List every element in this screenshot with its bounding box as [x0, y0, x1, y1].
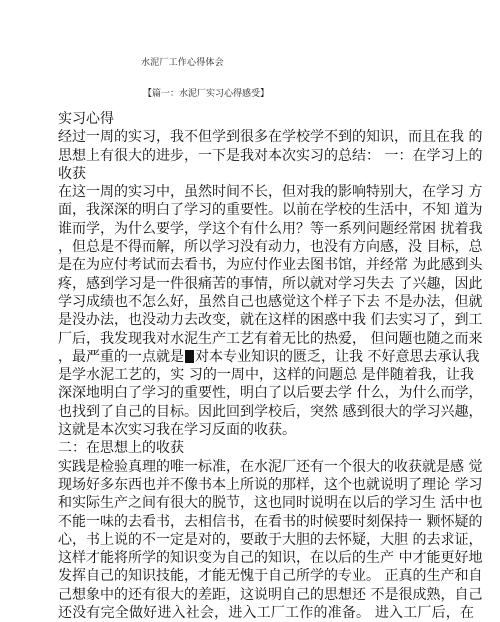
paragraph-line-with-redaction [58, 348, 480, 366]
line-segment: ，最严重的一点就是 [58, 348, 184, 365]
paragraph-line: 现场好多东西也并不像书本上所说的那样，这个也就说明了理论 学习 [58, 476, 483, 493]
paragraph-line: 发挥自己的知识技能，才能无愧于自己所学的专业。 正真的生产和自 [58, 568, 483, 585]
heading-practice-notes: 实习心得 [58, 111, 114, 127]
paragraph-line: 还没有完全做好进入社会，进入工厂工作的准备。 进入工厂后，在 [58, 605, 474, 622]
heading-thought-gains: 二：在思想上的收获 [58, 440, 184, 457]
paragraph-line: 是没办法，也没动力去改变，就在这样的困惑中我 们去实习了，到工 [58, 312, 483, 329]
paragraph-line: 这就是本次实习我在学习反面的收获。 [58, 422, 296, 439]
line-segment: 对本专业知识的匮乏，让我 不好意思去承认我 [195, 348, 480, 365]
paragraph-line: 也找到了自己的目标。因此回到学校后，突然 感到很大的学习兴趣， [58, 403, 483, 420]
paragraph-line: 深深地明白了学习的重要性，明白了以后要去学 什么，为什么而学， [58, 385, 483, 402]
paragraph-line: 在这一周的实习中，虽然时间不长，但对我的影响特别大，在学习 方 [58, 184, 483, 201]
redaction-mark [185, 350, 194, 363]
paragraph-line: ，但总是不得而解，所以学习没有动力，也没有方向感，没 目标，总 [58, 239, 483, 256]
paragraph-line: 疼，感到学习是一件很痛苦的事情，所以就对学习失去 了兴趣，因此 [58, 275, 483, 292]
paragraph-line: 谁而学，为什么要学，学这个有什么用？等一系列问题经常困 扰着我 [58, 220, 483, 237]
paragraph-line: 这样才能将所学的知识变为自己的知识，在以后的生产 中才能更好地 [58, 550, 483, 567]
paragraph-line: 学习成绩也不怎么好，虽然自己也感觉这个样子下去 不是办法，但就 [58, 293, 483, 310]
paragraph-line: 思想上有很大的进步，一下是我对本次实习的总结： 一：在学习上的 [58, 147, 483, 164]
paragraph-line: 己想象中的还有很大的差距，这说明自己的思想还 不是很成熟，自己 [58, 586, 483, 603]
paragraph-line: 不能一味的去看书，去相信书，在看书的时候要时刻保持一 颗怀疑的 [58, 513, 483, 530]
paragraph-line: 收获 [58, 165, 86, 182]
paragraph-line: 和实际生产之间有很大的脱节，这也同时说明在以后的学习生 活中也 [58, 495, 483, 512]
document-title: 水泥厂工作心得体会 [141, 58, 224, 68]
paragraph-line: 经过一周的实习，我不但学到很多在学校学不到的知识，而且在我 的 [58, 129, 483, 146]
section-tag: 【篇一：水泥厂实习心得感受】 [143, 89, 270, 99]
paragraph-line: 面，我深深的明白了学习的重要性。以前在学校的生活中，不知 道为 [58, 202, 483, 219]
body-text [58, 110, 483, 622]
paragraph-line: 心，书上说的不一定是对的，要敢于大胆的去怀疑，大胆 的去求证， [58, 531, 483, 548]
paragraph-line: 是学水泥工艺的，实 习的一周中，这样的问题总 是伴随着我，让我 [58, 367, 474, 384]
paragraph-line: 实践是检验真理的唯一标准，在水泥厂还有一个很大的收获就是感 觉 [58, 458, 483, 475]
paragraph-line: 是在为应付考试而去看书，为应付作业去图书馆，并经常 为此感到头 [58, 257, 483, 274]
paragraph-line: 厂后，我发现我对水泥生产工艺有着无比的热爱， 但问题也随之而来 [58, 330, 483, 347]
